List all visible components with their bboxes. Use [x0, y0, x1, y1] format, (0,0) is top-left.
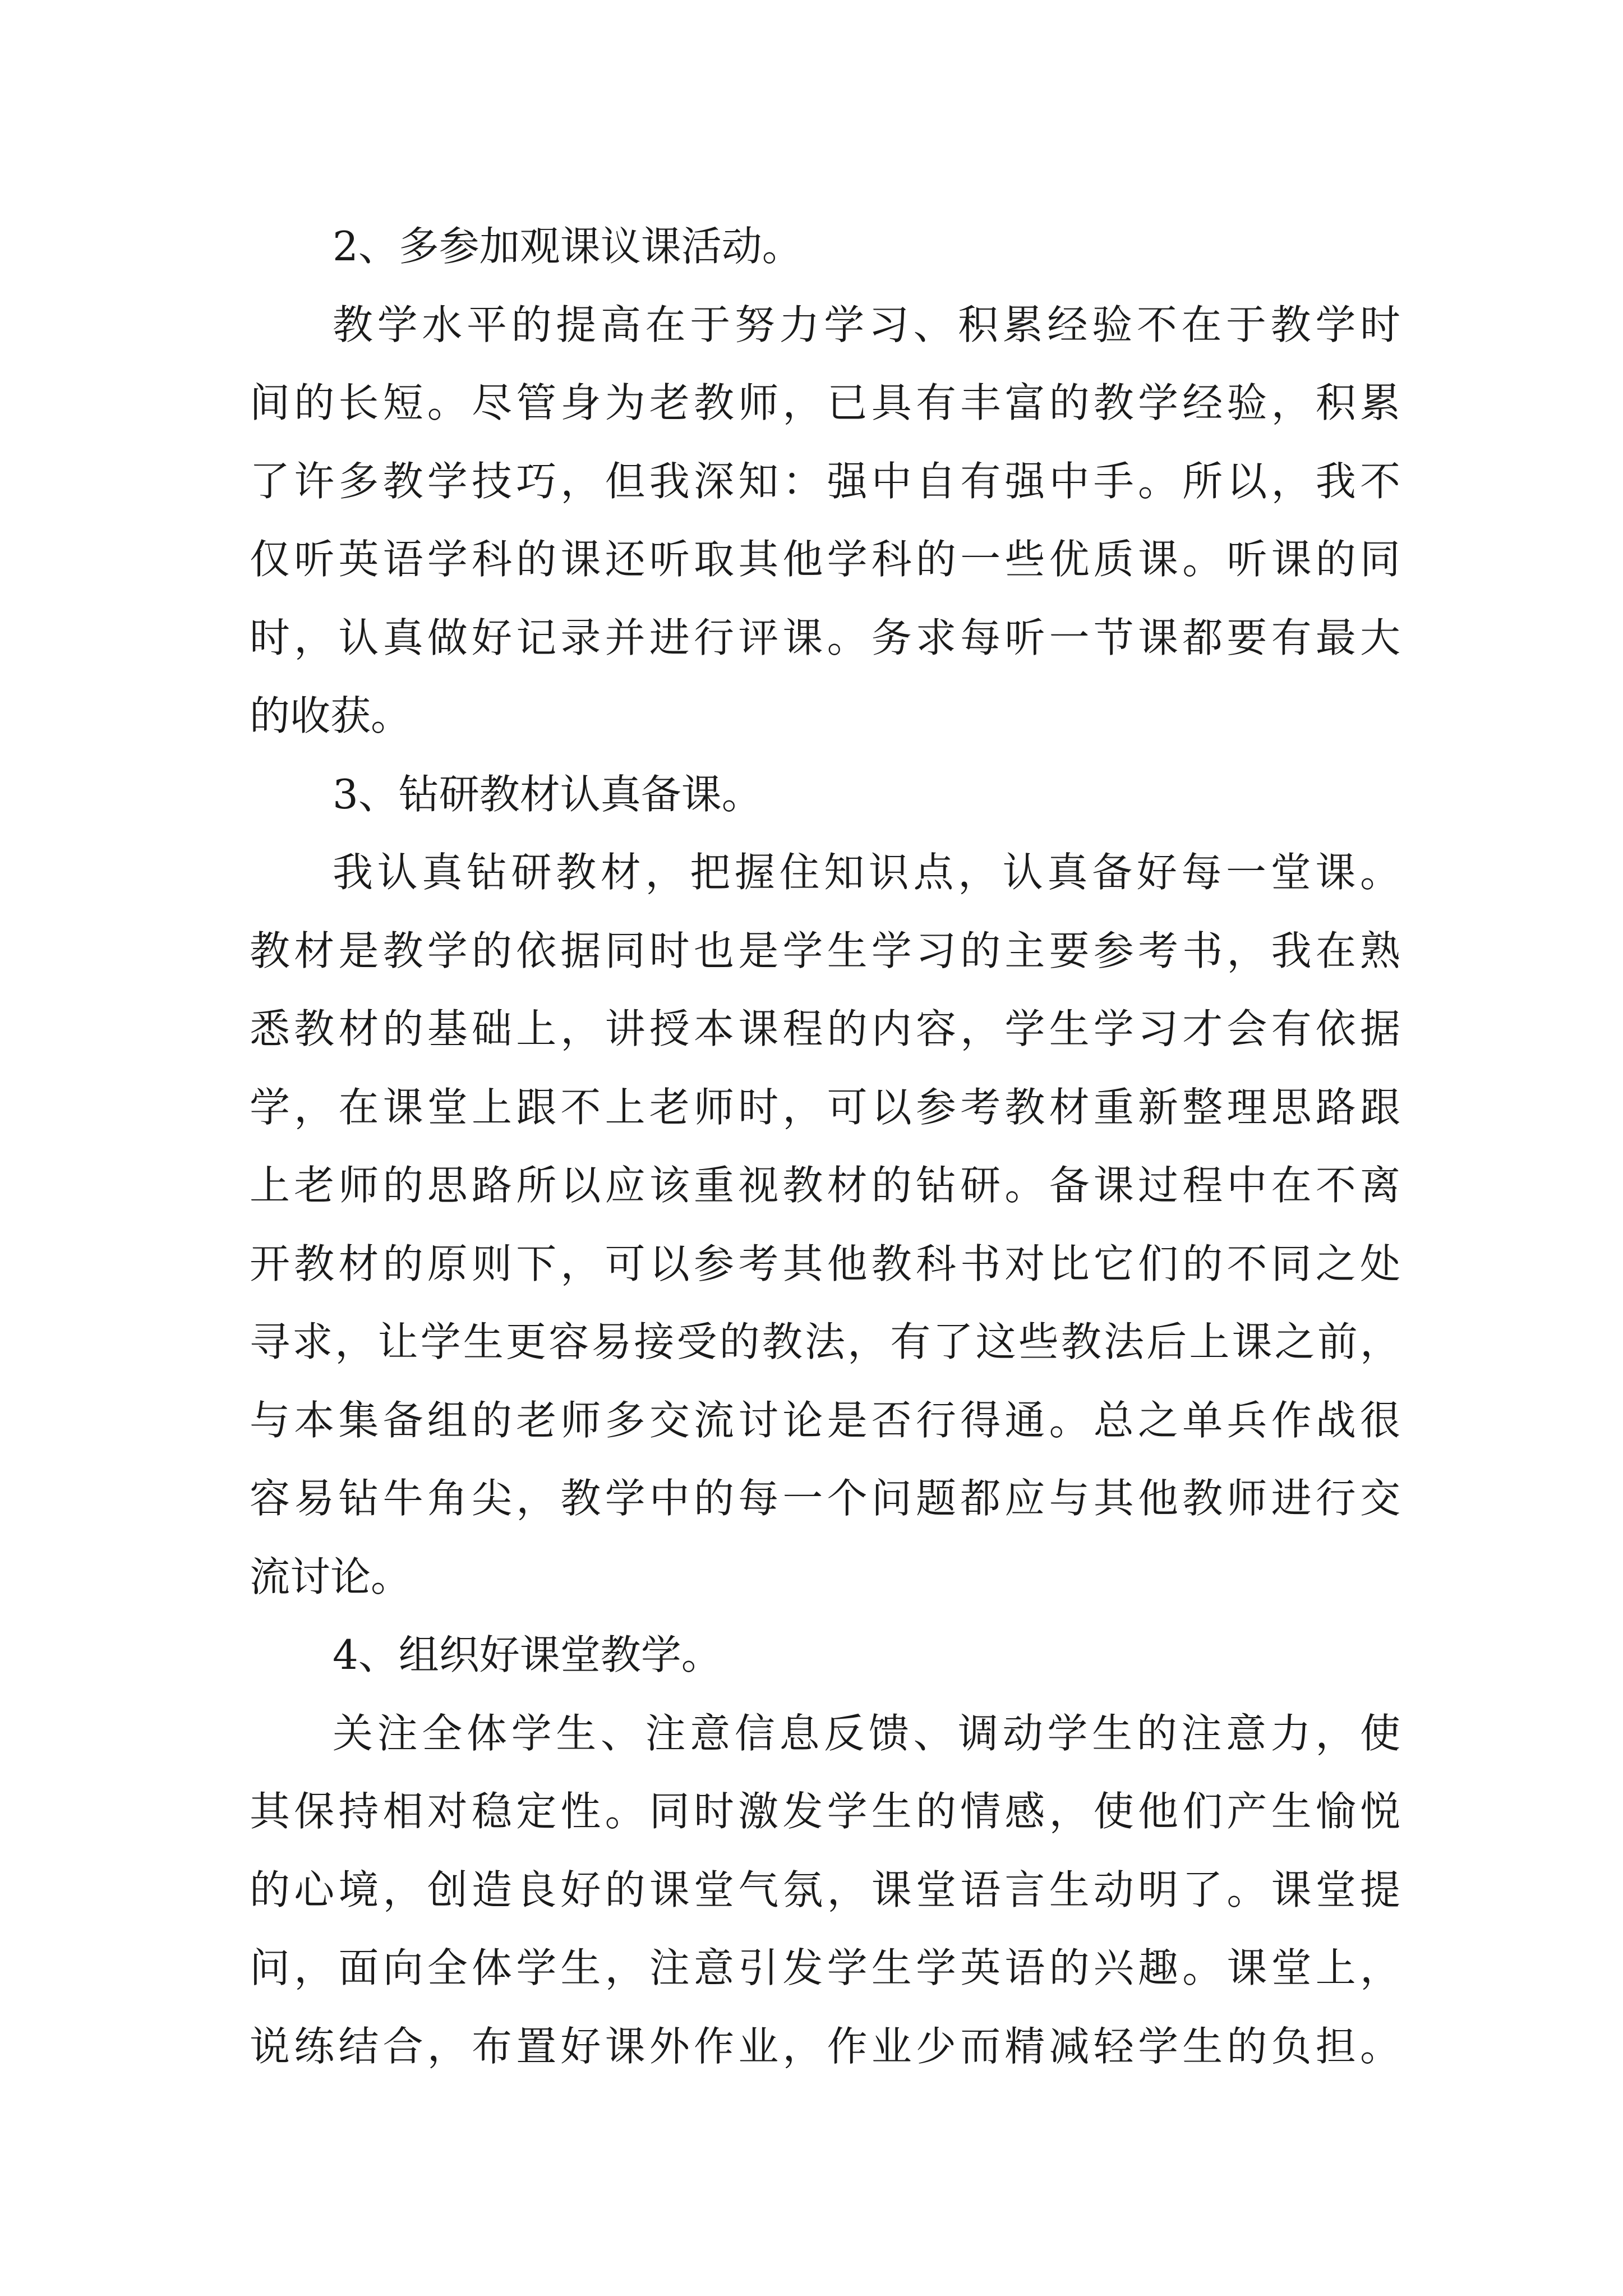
paragraph-line: 的收获。 [250, 692, 412, 739]
paragraph-line: 关注全体学生、注意信息反馈、调动学生的注意力，使 [333, 1709, 1400, 1757]
paragraph-line: 了许多教学技巧，但我深知：强中自有强中手。所以，我不 [250, 457, 1400, 505]
paragraph-line: 寻求，让学生更容易接受的教法，有了这些教法后上课之前， [250, 1318, 1400, 1365]
paragraph-line: 容易钻牛角尖，教学中的每一个问题都应与其他教师进行交 [250, 1475, 1400, 1522]
paragraph-line: 我认真钻研教材，把握住知识点，认真备好每一堂课。 [333, 849, 1400, 896]
section-heading: 2、多参加观课议课活动。 [333, 223, 803, 270]
paragraph-line: 流讨论。 [250, 1553, 412, 1600]
paragraph-line: 其保持相对稳定性。同时激发学生的情感，使他们产生愉悦 [250, 1788, 1400, 1835]
paragraph-line: 间的长短。尽管身为老教师，已具有丰富的教学经验，积累 [250, 379, 1400, 426]
paragraph-line: 学，在课堂上跟不上老师时，可以参考教材重新整理思路跟 [250, 1083, 1400, 1131]
paragraph-line: 教材是教学的依据同时也是学生学习的主要参考书，我在熟 [250, 927, 1400, 974]
paragraph-line: 仅听英语学科的课还听取其他学科的一些优质课。听课的同 [250, 536, 1400, 583]
paragraph-line: 与本集备组的老师多交流讨论是否行得通。总之单兵作战很 [250, 1396, 1400, 1444]
paragraph-line: 的心境，创造良好的课堂气氛，课堂语言生动明了。课堂提 [250, 1866, 1400, 1913]
section-heading: 4、组织好课堂教学。 [333, 1631, 722, 1678]
paragraph-line: 问，面向全体学生，注意引发学生学英语的兴趣。课堂上， [250, 1944, 1400, 1991]
section-heading: 3、钻研教材认真备课。 [333, 770, 762, 818]
paragraph-line: 上老师的思路所以应该重视教材的钻研。备课过程中在不离 [250, 1162, 1400, 1209]
paragraph-line: 说练结合，布置好课外作业，作业少而精减轻学生的负担。 [250, 2022, 1400, 2070]
paragraph-line: 教学水平的提高在于努力学习、积累经验不在于教学时 [333, 301, 1400, 348]
paragraph-line: 悉教材的基础上，讲授本课程的内容，学生学习才会有依据 [250, 1005, 1400, 1052]
paragraph-line: 时，认真做好记录并进行评课。务求每听一节课都要有最大 [250, 614, 1400, 661]
paragraph-line: 开教材的原则下，可以参考其他教科书对比它们的不同之处 [250, 1240, 1400, 1287]
document-body [250, 208, 1400, 2086]
